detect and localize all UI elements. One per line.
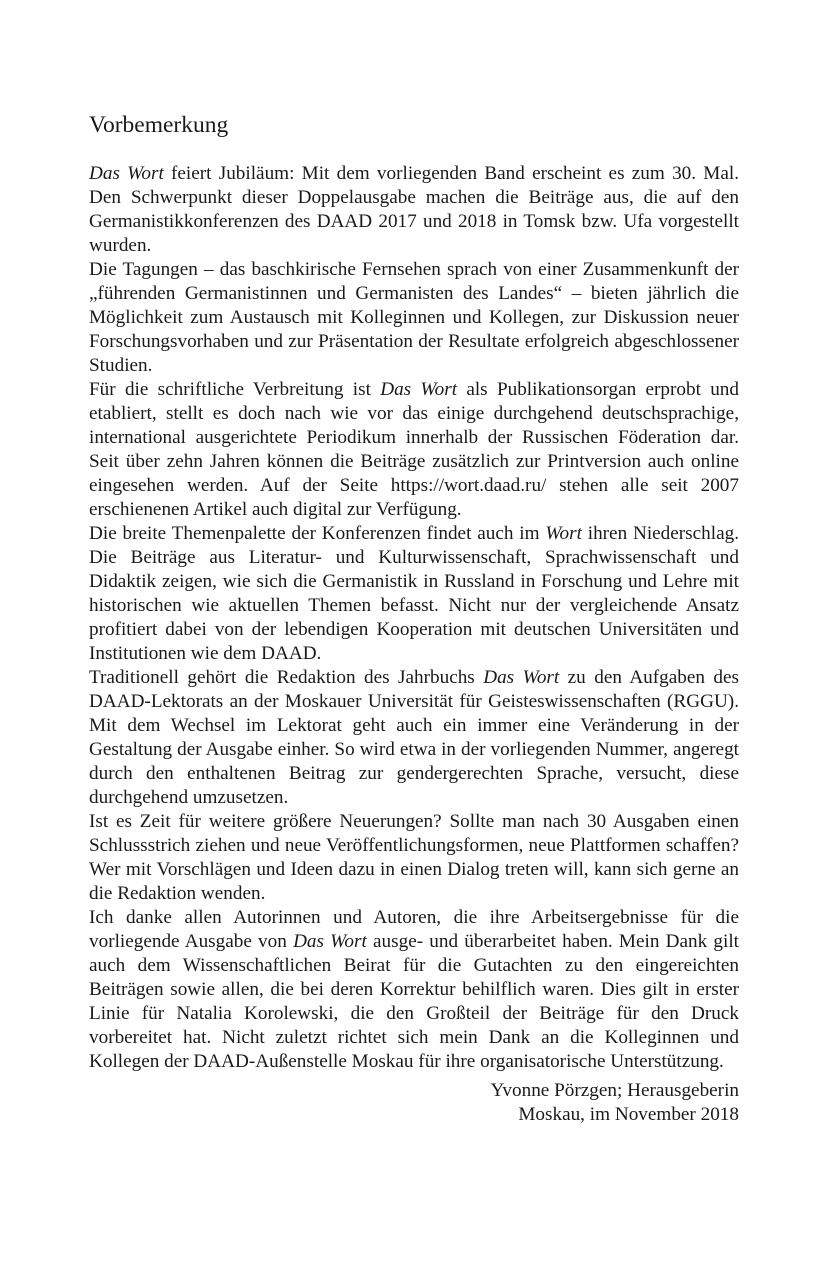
paragraph [89, 378, 739, 522]
text-run: ausge- und überarbeitet haben. Mein Dank gilt auch dem Wissenschaftlichen Beirat für die Gutachten zu den eingereichten Beiträgen sowie allen, die bei deren Korrektur behilflich waren. Dies gilt in erster Linie für Natalia Korolewski, die den Großteil der Beiträge für den Druck vorbereitet hat. Nicht zuletzt richtet sich mein Dank an die Kolleginnen und Kollegen der DAAD-Außenstelle Moskau für ihre organisatorische Unterstützung. [89, 931, 740, 1072]
signature-place-date: Moskau, im November 2018 [518, 1104, 739, 1125]
signature-name: Yvonne Pörzgen; Herausgeberin [490, 1080, 739, 1101]
document-page [89, 110, 739, 1127]
text-run: Ist es Zeit für weitere größere Neuerungen? Sollte man nach 30 Ausgaben einen Schlussstrich ziehen und neue Veröffentlichungsformen, neue Plattformen schaffen? Wer mit Vorschlägen und Ideen dazu in einen Dialog treten will, kann sich gerne an die Redaktion wenden. [89, 811, 739, 904]
paragraph [89, 666, 739, 810]
text-run: Traditionell gehört die Redaktion des Jahrbuchs [89, 667, 484, 688]
text-run: als Publikationsorgan erprobt und etabliert, stellt es doch nach wie vor das einige durchgehend deutschsprachige, international ausgerichtete Periodikum innerhalb der Russischen Föderation dar. Seit über zehn Jahren können die Beiträge zusätzlich zur Printversion auch online eingesehen werden. Auf der Seite https://wort.daad.ru/ stehen alle seit 2007 erschienenen Artikel auch digital zur Verfügung. [89, 379, 739, 520]
text-run: zu den Aufgaben des DAAD-Lektorats an der Moskauer Universität für Geisteswissenschaften (RGGU). Mit dem Wechsel im Lektorat geht auch ein immer eine Veränderung in der Gestaltung der Ausgabe einher. So wird etwa in der vorliegenden Nummer, angeregt durch den enthaltenen Beitrag zur gendergerechten Sprache, versucht, diese durchgehend umzusetzen. [89, 667, 739, 808]
page-title: Vorbemerkung [89, 112, 229, 138]
italic-title-text: Das Wort [293, 931, 367, 952]
paragraph [89, 810, 739, 906]
text-run: Für die schriftliche Verbreitung ist [89, 379, 381, 400]
text-run: Die breite Themenpalette der Konferenzen findet auch im [89, 523, 546, 544]
text-run: Ich danke allen Autorinnen und Autoren, die ihre Arbeitsergebnisse für die vorliegende Ausgabe von [89, 907, 739, 952]
paragraph [89, 522, 739, 666]
paragraph [89, 906, 739, 1074]
italic-title-text: Wort [545, 523, 582, 544]
text-run: feiert Jubiläum: Mit dem vorliegenden Band erscheint es zum 30. Mal. Den Schwerpunkt dieser Doppelausgabe machen die Beiträge aus, die auf den Germanistikkonferenzen des DAAD 2017 und 2018 in Tomsk bzw. Ufa vorgestellt wurden. [89, 163, 739, 256]
signature-block [89, 1079, 739, 1127]
paragraph [89, 162, 739, 258]
text-run: ihren Niederschlag. Die Beiträge aus Literatur- und Kulturwissenschaft, Sprachwissenschaft und Didaktik zeigen, wie sich die Germanistik in Russland in Forschung und Lehre mit historischen wie aktuellen Themen befasst. Nicht nur der vergleichende Ansatz profitiert dabei von der lebendigen Kooperation mit deutschen Universitäten und Institutionen wie dem DAAD. [89, 523, 739, 664]
paragraph [89, 258, 739, 378]
italic-title-text: Das Wort [89, 163, 164, 184]
italic-title-text: Das Wort [380, 379, 458, 400]
text-run: Die Tagungen – das baschkirische Fernsehen sprach von einer Zusammenkunft der „führenden Germanistinnen und Germanisten des Landes“ – bieten jährlich die Möglichkeit zum Austausch mit Kolleginnen und Kollegen, zur Diskussion neuer Forschungsvorhaben und zur Präsentation der Resultate erfolgreich abgeschlossener Studien. [89, 259, 739, 376]
italic-title-text: Das Wort [483, 667, 560, 688]
body-text [89, 162, 739, 1074]
